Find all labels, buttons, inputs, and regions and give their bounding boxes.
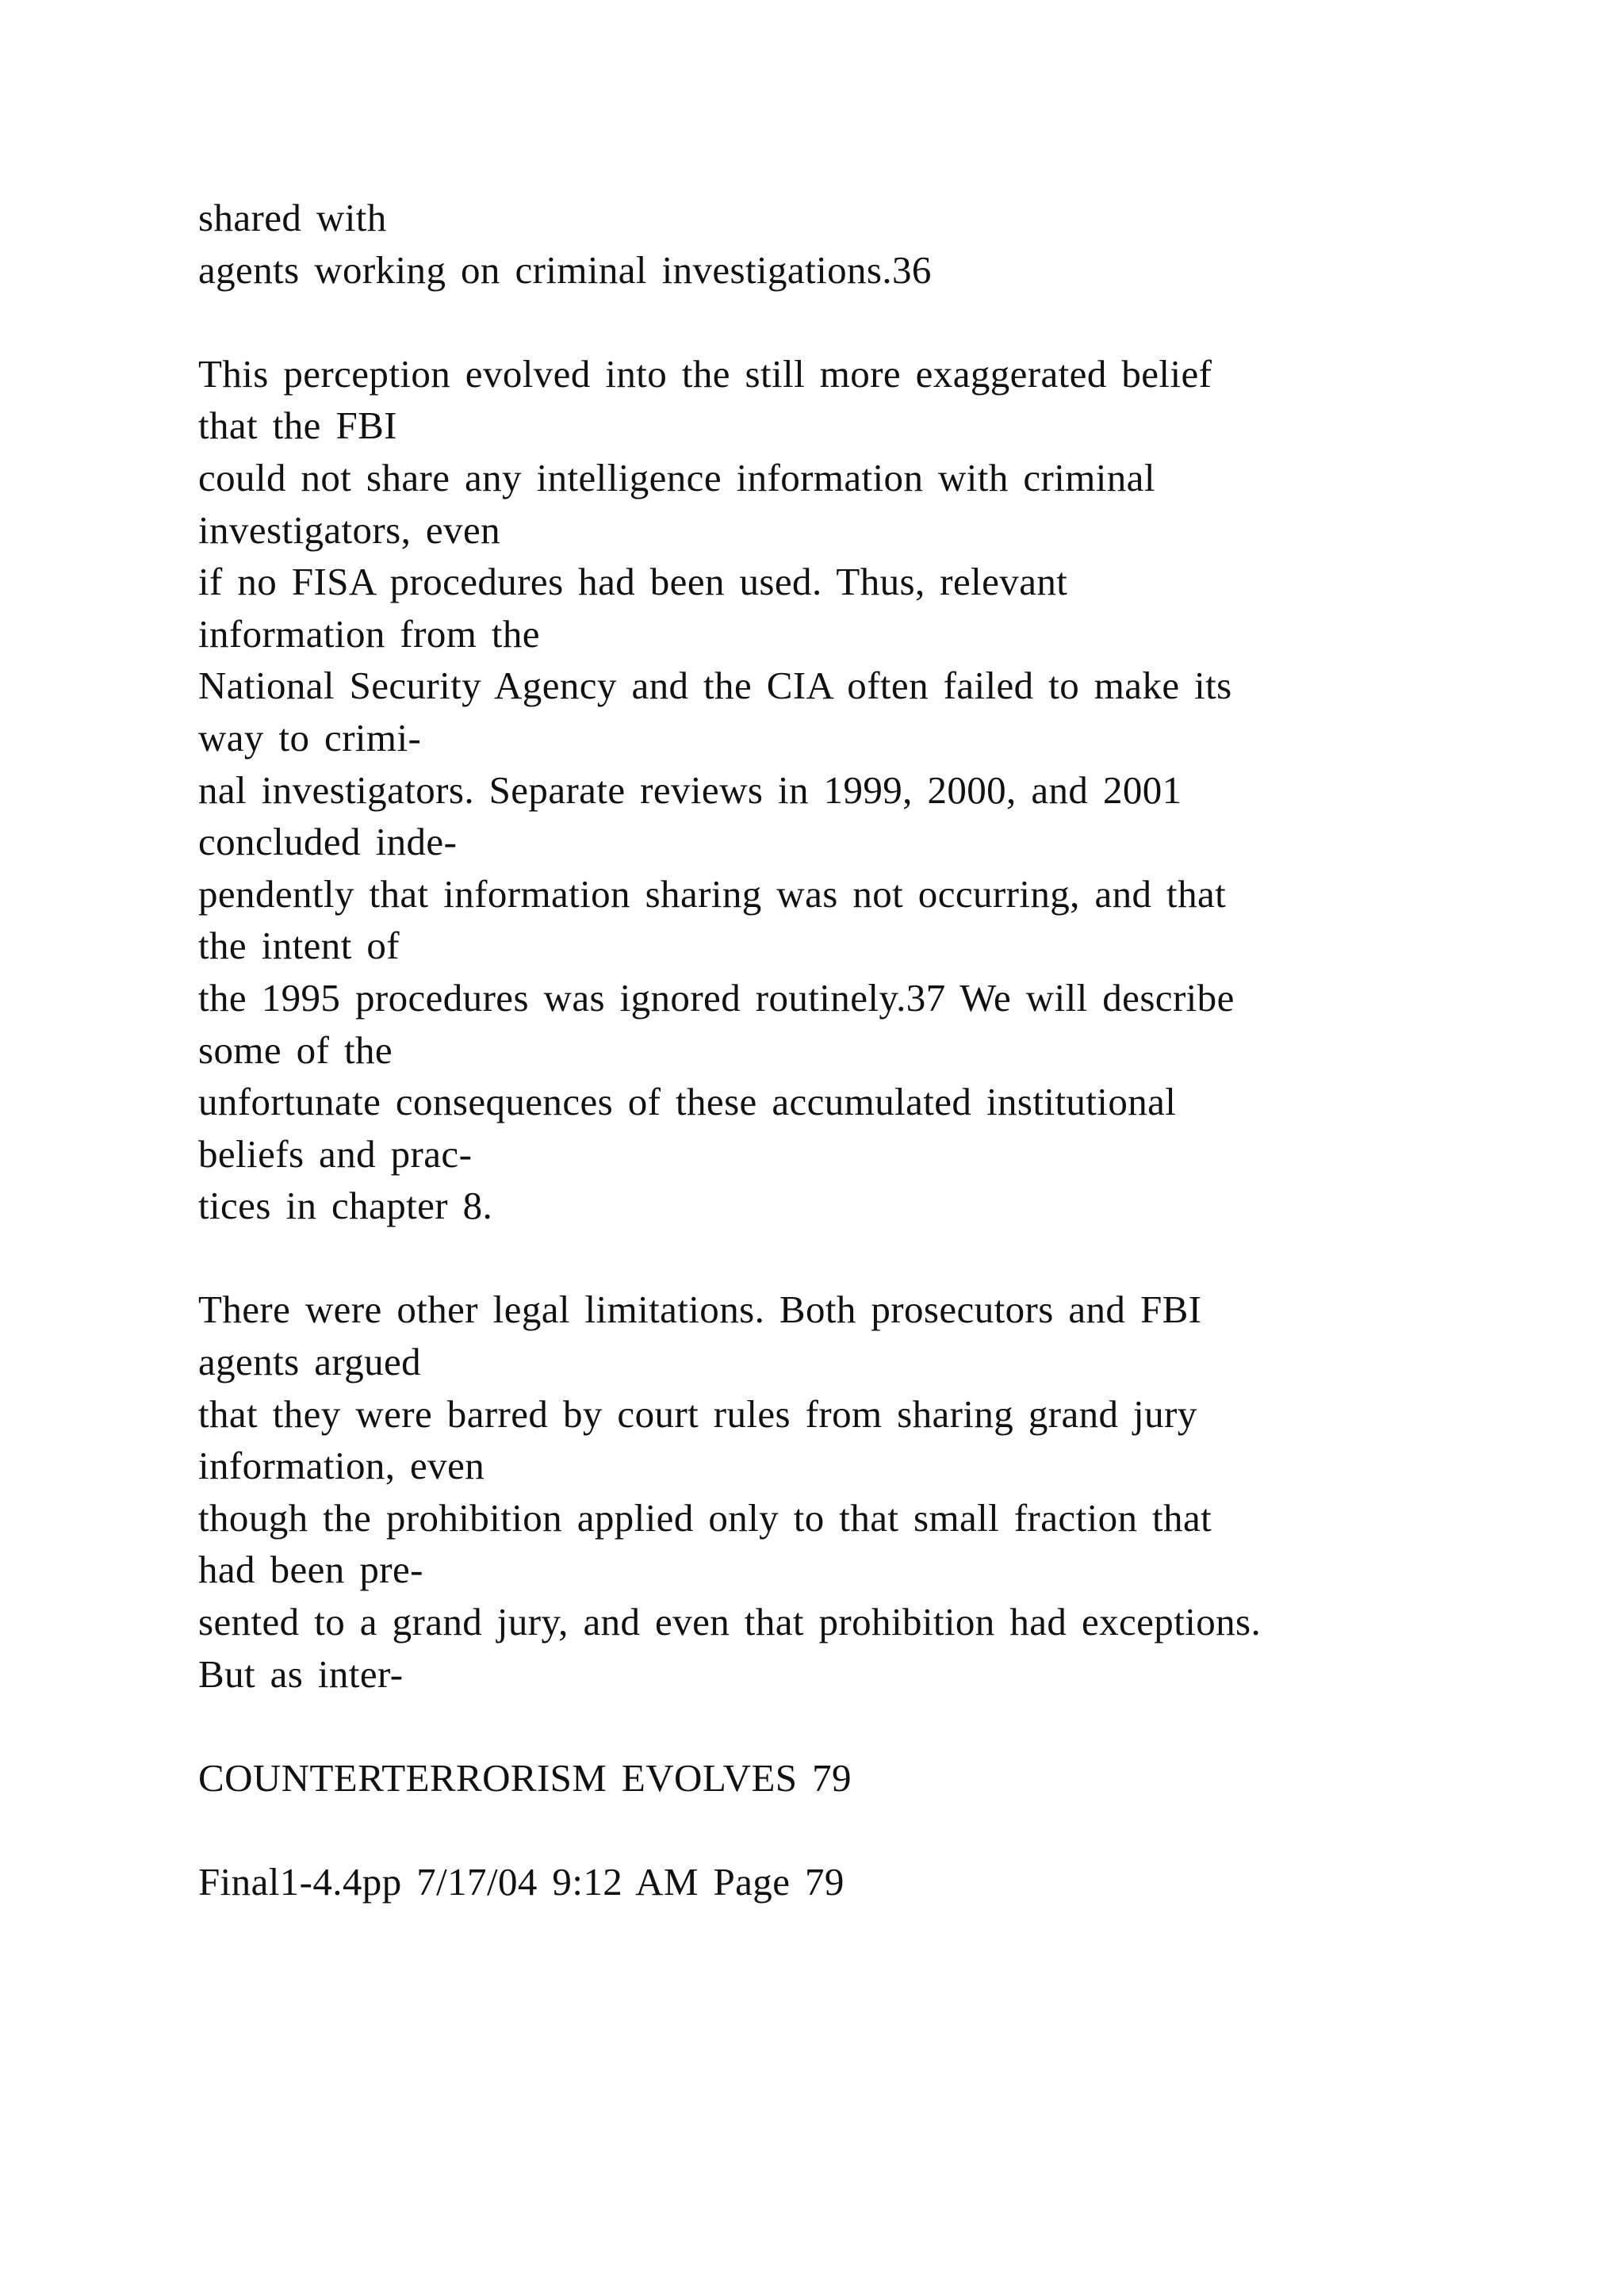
body-text — [198, 192, 1546, 1908]
text-line: This perception evolved into the still more exaggerated belief — [198, 351, 1212, 396]
text-line: concluded inde- — [198, 820, 458, 864]
text-line: tices in chapter 8. — [198, 1184, 493, 1228]
text-line: had been pre- — [198, 1548, 423, 1592]
text-line: agents argued — [198, 1340, 422, 1384]
text-line: the 1995 procedures was ignored routinely.37 We will describe — [198, 975, 1235, 1020]
text-line: sented to a grand jury, and even that prohibition had exceptions. — [198, 1600, 1262, 1644]
text-line: pendently that information sharing was not occurring, and that — [198, 871, 1227, 916]
blank-line — [198, 1232, 1546, 1284]
text-line: that the FBI — [198, 404, 397, 448]
text-line: that they were barred by court rules from sharing grand jury — [198, 1391, 1197, 1436]
print-slug: Final1-4.4pp 7/17/04 9:12 AM Page 79 — [198, 1860, 845, 1904]
text-line: nal investigators. Separate reviews in 1999, 2000, and 2001 — [198, 767, 1182, 812]
text-line: beliefs and prac- — [198, 1131, 473, 1176]
text-line: could not share any intelligence information with criminal — [198, 455, 1155, 499]
text-line: the intent of — [198, 924, 400, 968]
running-footer: COUNTERTERRORISM EVOLVES 79 — [198, 1755, 852, 1800]
text-line: unfortunate consequences of these accumulated institutional — [198, 1080, 1177, 1124]
text-line: There were other legal limitations. Both prosecutors and FBI — [198, 1288, 1202, 1332]
text-line: investigators, even — [198, 507, 501, 552]
blank-line — [198, 296, 1546, 348]
text-line: National Security Agency and the CIA often failed to make its — [198, 664, 1232, 708]
text-line: But as inter- — [198, 1651, 404, 1696]
text-line: agents working on criminal investigations.36 — [198, 247, 932, 292]
text-line: if no FISA procedures had been used. Thus, relevant — [198, 560, 1068, 604]
text-line: information from the — [198, 611, 540, 656]
text-line: information, even — [198, 1444, 485, 1488]
blank-line — [198, 1700, 1546, 1752]
text-line: way to crimi- — [198, 715, 422, 760]
text-line: though the prohibition applied only to that small fraction that — [198, 1495, 1212, 1540]
text-line: shared with — [198, 196, 387, 239]
text-line: some of the — [198, 1027, 393, 1072]
blank-line — [198, 1804, 1546, 1856]
